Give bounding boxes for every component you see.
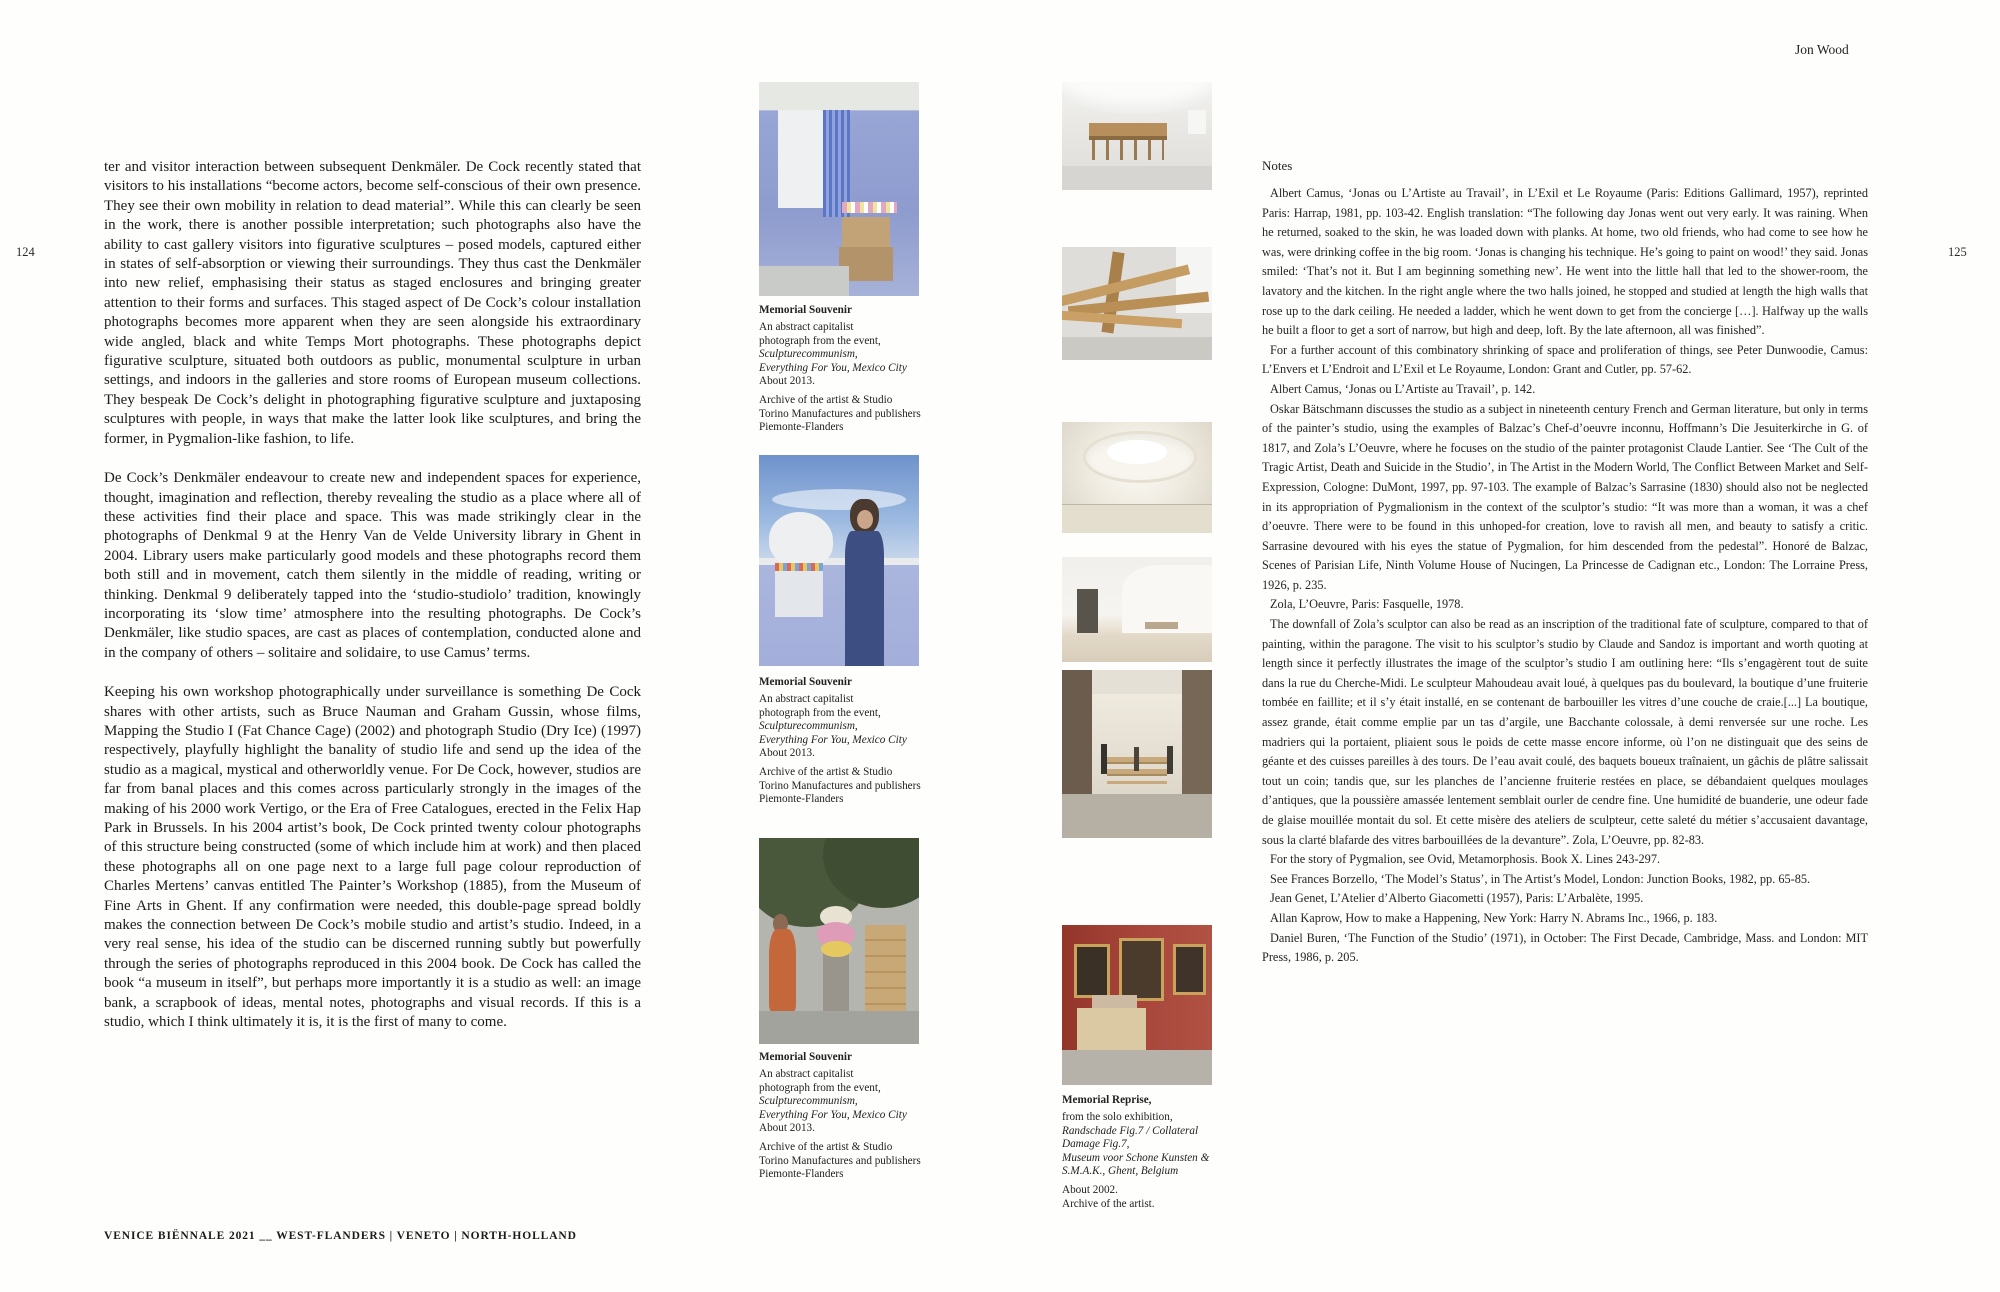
wooden-posts [1092,140,1164,159]
body-paragraph-1: ter and visitor interaction between subsequent Denkmäler. De Cock recently stated that visitors to his installations “become actors, become self-conscious of their own presence. They see their own mobility in relation to dead material”. While this can clearly be seen in the work, there is another possible interpretation; such photographs also have the ability to cast gallery visitors into figurative sculptures – posed models, captured either in states of self-absorption or viewing their surroundings. They thus cast the Denkmäler into new relief, emphasising their status as staged enclosures and bringing greater attention to their forms and surfaces. This staged aspect of De Cock’s colour installation photographs becomes more apparent when they are seen alongside his extraordinary wide angled, black and white Temps Mort photographs. These photographs depict figurative sculpture, situated both outdoors as public, monumental sculpture in urban settings, and indoors in the galleries and store rooms of European museum collections. They bespeak De Cock’s delight in photographing figurative sculpture and juxtaposing sculptures with people, in ways that make the latter look like sculptures, and bring the former, in Pygmalion-like fashion, to life. [104,159,641,447]
totem-sculpture [823,953,849,1011]
caption-title: Memorial Reprise, [1062,1094,1152,1106]
ground [759,266,849,296]
caption-credit: Archive of the artist & Studio [759,394,893,407]
caption-venue: S.M.A.K., Ghent, Belgium [1062,1165,1179,1178]
caption-credit: Piemonte-Flanders [759,1168,844,1181]
pavement [759,1011,919,1044]
floor [1062,337,1212,360]
note-item-5: Zola, L’Oeuvre, Paris: Fasquelle, 1978. [1270,597,1464,612]
page-number-left: 124 [16,245,35,259]
caption-work-title: Everything For You, Mexico City [759,1108,907,1121]
doorway [1077,589,1098,633]
notes-heading: Notes [1262,158,1293,173]
caption-work-title: Damage Fig.7, [1062,1138,1130,1151]
visitor-figure [1134,747,1139,771]
note-item-6: The downfall of Zola’s sculptor can also be read as an inscription of the traditional fate of sculpture, compared to that of painting, within the paragone. The visit to his sculptor’s studio by Claude and Sandoz is important and worth quoting at length since it perfectly illustrates the image of the sculptor’s studio I am outlining here: “Ils s’engagèrent tout de suite dans la rue du Cherche-Midi. Le sculpteur Mahoudeau avait loué, à quelques pas du boulevard, la boutique d’une fruiterie tombée en faillite; et il s’y était installé, en se contenant de barbouiller les vitres d’une couche de craie.[...] La boutique, assez grande, était comme emplie par un tas d’argile, une Bacchante colossale, à demi renversée sur une roche. Les madriers qui la portaient, pliaient sous le poids de cette masse encore informe, où l’on ne distinguait que des seins de géante et des cuisses pareilles à des tours. De l’eau avait coulé, des baquets boueux traînaient, un gâchis de plâtre salissait tout un coin; tandis que, sur les planches de l’ancienne fruiterie restées en place, se débandaient quelques moulages d’antiques, que la poussière amassée lentement semblait ourler de cendre fine. Une humidité de buanderie, une odeur fade de glaise mouillée montait du sol. Et cette misère des ateliers de sculpteur, cette saleté du métier s’accusaient davantage, sous la clarté blafarde des vitres barbouillées de la devanture”. Zola, L’Oeuvre, pp. 82-83. [1262,617,1868,847]
caption-credit: Torino Manufactures and publishers [759,779,921,792]
note-item-3: Albert Camus, ‘Jonas ou L’Artiste au Travail’, p. 142. [1270,381,1536,396]
caption-line: photograph from the event, [759,706,881,719]
caption-date: About 2002. [1062,1184,1118,1197]
cardboard-boxes [865,925,907,1012]
caption-date: About 2013. [759,1122,815,1135]
body-paragraph-3: Keeping his own workshop photographically under surveillance is something De Cock shares with other artists, such as Bruce Nauman and Graham Gussin, whose films, Mapping the Studio I (Fat Chance Cage) (2002) and photograph Studio (Dry Ice) (1997) respectively, playfully highlight the banality of studio life and send up the idea of the studio as a magical, mystical and otherworldly venue. For De Cock, however, studios are far from banal places and this comes across particularly strongly in the images of the making of his 2000 work Vertigo, or the Era of Free Catalogues, erected in the Felix Hap Park in Brussels. In his 2004 artist’s book, De Cock printed twenty colour photographs of this structure being constructed (some of which include him at work) and then placed these photographs all on one page next to a large full page colour reproduction of Charles Mertens’ canvas entitled The Painter’s Workshop (1885), from the Museum of Fine Arts in Ghent. If any confirmation were needed, this double-page spread boldly makes the connection between De Cock’s mobile studio and artist’s studio. Indeed, in a very real sense, his idea of the studio can be discerned running subtly but powerfully through the series of photographs reproduced in this 2004 book. De Cock has called the book “a museum in itself”, but perhaps more importantly it is a studio as well: an image bank, a scrapbook of ideas, mental notes, photographs and visual records. If this is a studio, which I think ultimately it is, it is the first of many to come. [104,684,641,1031]
caption-line: photograph from the event, [759,1081,881,1094]
caption-credit: Archive of the artist & Studio [759,1141,893,1154]
framed-painting [1119,938,1164,1002]
colorful-objects [775,563,823,571]
visitor-figure [1167,746,1173,775]
note-item-7: For the story of Pygmalion, see Ovid, Metamorphosis. Book X. Lines 243-297. [1270,852,1661,867]
blue-pipes [823,110,850,217]
photo-memorial-reprise-2 [1062,247,1212,360]
note-item-4: Oskar Bätschmann discusses the studio as a subject in nineteenth century French and German literature, but only in terms of the painter’s studio, using the examples of Balzac’s Chef-d’oeuvre inconnu, Hoffmann’s Die Jesuiterkirche in G. of 1817, and Zola’s L’Oeuvre, where he focuses on the studio of the painter protagonist Claude Lantier. See ‘The Cult of the Tragic Artist, Death and Suicide in the Studio’, in The Artist in the Modern World, The Conflict Between Market and Self-Expression, Cologne: DuMont, 1997, pp. 97-103. The example of Balzac’s Sarrasine (1830) should also not be neglected in its appropriation of Pygmalionism in the context of the sculptor’s studio: “It was more than a woman, it was a chef d’oeuvre. There were to be found in this unhoped-for creation, love to ravish all men, and beauty to satisfy a critic. Sarrasine devoured with his eyes the statue of Pygmalion, for him descended from the pedestal”. Honoré de Balzac, Scenes of Parisian Life, Ninth Volume House of Nucingen, La Princesse de Cadignan etc., London: The Lorraine Press, 1926, p. 235. [1262,401,1868,592]
passerby-orange-coat [769,929,796,1011]
visitor-figure [1101,744,1107,774]
wooden-mezzanine [1089,123,1167,137]
notes-column [1262,158,1868,968]
note-item-1: Albert Camus, ‘Jonas ou L’Artiste au Travail’, in L’Exil et Le Royaume (Paris: Editions Gallimard, 1957), reprinted Paris: Harrap, 1981, pp. 103-42. English translation: “The following day Jonas went out very early. It was raining. When he returned, soaked to the skin, he was loaded down with planks. At home, two old friends, who had come to see how he was, were drinking coffee in the big room. ‘Jonas is changing his technique. He’s going to paint on wood!’ they said. Jonas smiled: ‘That’s not it. But I am beginning something new’. He went into the little hall that led to the shower-room, the lavatory and the kitchen. In the right angle where the two halls joined, he stopped and studied at length the high walls that rose up to the dark ceiling. He needed a ladder, which he went down to get from the concierge […]. Halfway up the walls he built a floor to get a sort of narrow, but high and deep, loft. By the late afternoon, all was finished”. [1262,186,1868,338]
caption-title: Memorial Souvenir [759,1051,852,1063]
photo-memorial-reprise-1 [1062,82,1212,190]
caption-credit: Piemonte-Flanders [759,793,844,806]
bench [1145,622,1178,629]
artist-blue-suit [845,531,883,666]
floor [1062,1050,1212,1085]
wooden-crate [1077,1008,1146,1050]
caption-credit: Archive of the artist & Studio [759,766,893,779]
window [1188,110,1206,134]
note-item-2: For a further account of this combinatory shrinking of space and proliferation of things, see Peter Dunwoodie, Camus: L’Envers et L’Endroit and L’Exil et Le Royaume, London: Grant and Cutler, pp. 57-62. [1262,342,1868,377]
caption-line: from the solo exhibition, [1062,1111,1173,1124]
note-item-11: Daniel Buren, ‘The Function of the Studio’ (1971), in October: The First Decade, Cambridge, Mass. and London: MIT Press, 1986, p. 205. [1262,930,1868,965]
caption-work-title: Sculpturecommunism, [759,720,858,733]
caption-work-title: Sculpturecommunism, [759,1095,858,1108]
footer-exhibition-line: VENICE BIËNNALE 2021 __ WEST-FLANDERS | VENETO | NORTH-HOLLAND [104,1230,577,1242]
caption-title: Memorial Souvenir [759,676,852,688]
caption-date: About 2013. [759,375,815,388]
note-item-9: Jean Genet, L’Atelier d’Alberto Giacometti (1957), Paris: L’Arbalète, 1995. [1270,891,1644,906]
left-wall [1062,670,1092,801]
caption-line: An abstract capitalist [759,321,854,334]
floor [1062,166,1212,190]
caption-title: Memorial Souvenir [759,304,852,316]
caption-credit: Archive of the artist. [1062,1197,1155,1210]
article-text-column [104,158,641,1052]
photo-memorial-souvenir-1 [759,82,919,296]
photo-memorial-reprise-4 [1062,557,1212,662]
caption-date: About 2013. [759,747,815,760]
caption-line: An abstract capitalist [759,693,854,706]
artist-face [857,510,873,529]
floor [1062,504,1212,533]
cloud [772,489,906,510]
note-item-10: Allan Kaprow, How to make a Happening, New York: Harry N. Abrams Inc., 1966, p. 183. [1270,910,1718,925]
caption-line: An abstract capitalist [759,1068,854,1081]
caption-work-title: Everything For You, Mexico City [759,361,907,374]
skylight-center [1107,440,1167,464]
pedestal [775,571,823,617]
caption-work-title: Randschade Fig.7 / Collateral [1062,1124,1199,1137]
page-number-right: 125 [1948,245,1967,259]
right-wall [1182,670,1212,801]
photo-memorial-reprise-3 [1062,422,1212,533]
caption-credit: Torino Manufactures and publishers [759,1154,921,1167]
caption-credit: Piemonte-Flanders [759,421,844,434]
floor [1062,794,1212,838]
cardboard-box [842,217,890,247]
caption-memorial-souvenir-3 [759,1051,927,1182]
caption-venue: Museum voor Schone Kunsten & [1062,1151,1210,1164]
body-paragraph-2: De Cock’s Denkmäler endeavour to create new and independent spaces for experience, thought, imagination and reflection, thereby revealing the studio as a place where all of these activities find their place and space. This was made strikingly clear in the photographs of Denkmal 9 at the Henry Van de Velde University library in Ghent in 2004. Library users make particularly good models and these photographs record them both still and in movement, catch them silently in the middle of reading, writing or thinking. Denkmal 9 deliberately tapped into the ‘studio-studiolo’ tradition, knowingly incorporating its ‘slow time’ atmosphere into the resulting photographs. De Cock’s Denkmäler, like studio spaces, are cast as places of contemplation, conducted alone and in the company of others – solitaire and solidaire, to use Camus’ terms. [104,470,641,661]
caption-memorial-souvenir-1 [759,304,927,435]
caption-work-title: Sculpturecommunism, [759,348,858,361]
framed-painting [1074,944,1110,998]
white-sculpture [769,512,833,567]
caption-credit: Torino Manufactures and publishers [759,407,921,420]
photo-memorial-souvenir-2 [759,455,919,666]
photo-memorial-reprise-5 [1062,670,1212,838]
caption-work-title: Everything For You, Mexico City [759,733,907,746]
photo-memorial-souvenir-3 [759,838,919,1044]
photo-memorial-reprise-6 [1062,925,1212,1085]
caption-memorial-reprise [1062,1094,1230,1211]
caption-line: photograph from the event, [759,334,881,347]
colorful-objects [842,202,896,213]
wooden-plank [1062,311,1182,329]
caption-memorial-souvenir-2 [759,676,927,807]
running-head-author: Jon Wood [1795,42,1849,57]
note-item-8: See Frances Borzello, ‘The Model’s Status’, in The Artist’s Model, London: Junction Books, 1982, pp. 65-85. [1270,871,1811,886]
framed-painting [1173,944,1206,995]
